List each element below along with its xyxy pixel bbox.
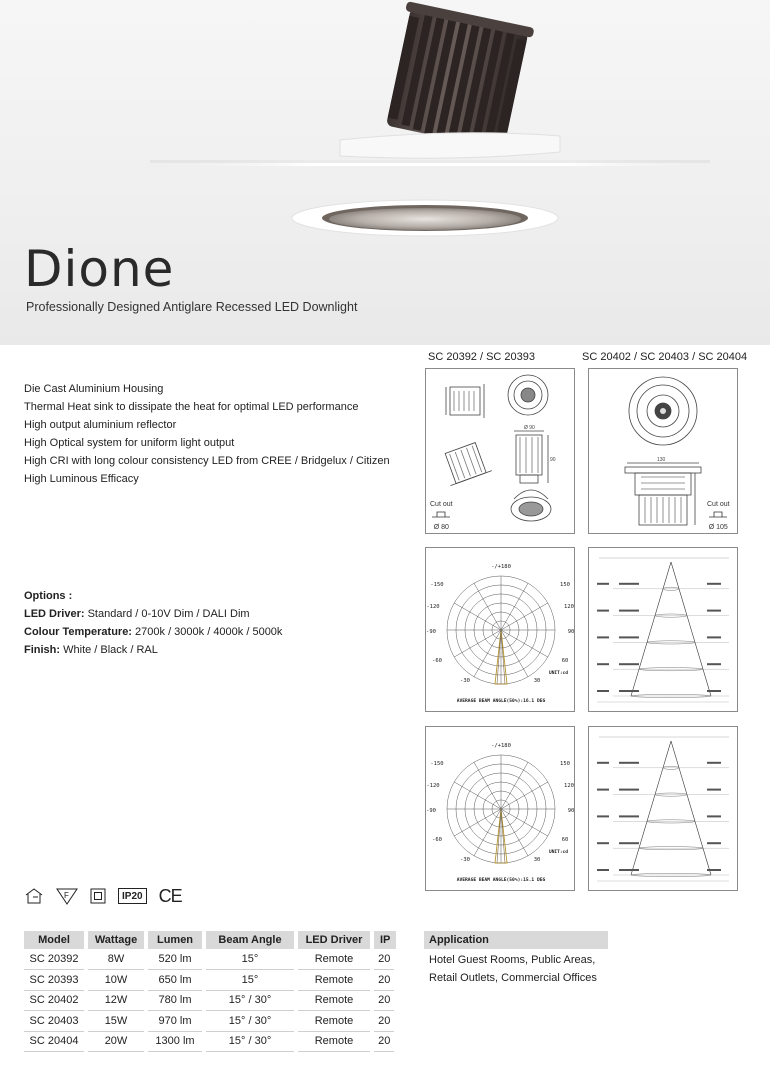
- table-cell: 15° / 30°: [204, 1011, 296, 1032]
- polar-angle-label: -120: [426, 604, 440, 610]
- isolux-diagram-1: [588, 547, 738, 712]
- polar-angle-label: -90: [426, 808, 436, 814]
- polar-angle-label: -120: [426, 783, 440, 789]
- svg-text:Ø 90: Ø 90: [524, 425, 535, 431]
- table-cell: 20: [372, 1011, 396, 1032]
- product-subtitle: Professionally Designed Antiglare Recessed LED Downlight: [26, 300, 358, 314]
- table-cell: Remote: [296, 1011, 372, 1032]
- polar-angle-label: 60: [561, 837, 569, 843]
- svg-text:90: 90: [550, 457, 556, 463]
- polar-angle-label: 150: [560, 761, 570, 767]
- svg-text:F: F: [64, 891, 69, 900]
- indoor-icon: [24, 886, 44, 906]
- table-cell: SC 20393: [24, 970, 86, 991]
- feature-item: High Optical system for uniform light output: [24, 437, 235, 449]
- polar-footer: AVERAGE BEAM ANGLE(50%):16.1 DEG: [456, 699, 546, 704]
- polar-angle-label: 150: [560, 582, 570, 588]
- polar-angle-label: 90: [567, 629, 575, 635]
- feature-item: High Luminous Efficacy: [24, 473, 139, 485]
- table-cell: Remote: [296, 990, 372, 1011]
- table-cell: 20: [372, 1031, 396, 1052]
- option-finish: Finish: White / Black / RAL: [24, 644, 158, 656]
- drawing-caption-right: SC 20402 / SC 20403 / SC 20404: [582, 351, 748, 363]
- polar-footer: AVERAGE BEAM ANGLE(50%):15.1 DEG: [456, 878, 546, 883]
- table-cell: SC 20402: [24, 990, 86, 1011]
- polar-angle-label: 120: [564, 604, 574, 610]
- polar-angle-label: -60: [432, 658, 442, 664]
- application-block: [424, 931, 608, 987]
- table-cell: 15° / 30°: [204, 990, 296, 1011]
- options-block: [24, 587, 282, 659]
- svg-text:130: 130: [657, 457, 666, 463]
- table-cell: 650 lm: [146, 970, 204, 991]
- table-cell: 20: [372, 949, 396, 970]
- col-led-driver: LED Driver: [296, 931, 372, 949]
- option-colour-temperature: Colour Temperature: 2700k / 3000k / 4000k / 5000k: [24, 626, 283, 638]
- col-lumen: Lumen: [146, 931, 204, 949]
- polar-plot: [426, 727, 575, 891]
- options-heading: Options :: [24, 590, 73, 602]
- hero-image: [0, 0, 770, 345]
- table-cell: 20: [372, 990, 396, 1011]
- table-cell: Remote: [296, 970, 372, 991]
- table-cell: SC 20403: [24, 1011, 86, 1032]
- col-wattage: Wattage: [86, 931, 146, 949]
- isolux-cone-plot: [589, 727, 738, 891]
- ip20-badge: IP20: [118, 888, 147, 904]
- table-cell: 15° / 30°: [204, 1031, 296, 1052]
- ce-mark: CE: [158, 885, 182, 906]
- table-cell: 20W: [86, 1031, 146, 1052]
- polar-angle-label: -30: [460, 678, 470, 684]
- cutout-icon: [708, 509, 728, 520]
- spec-table: [24, 931, 398, 1052]
- table-cell: 20: [372, 970, 396, 991]
- table-row: [24, 990, 396, 1011]
- polar-angle-label: 30: [533, 857, 541, 863]
- polar-diagram-2: [425, 726, 575, 891]
- table-row: [24, 949, 396, 970]
- col-ip: IP: [372, 931, 396, 949]
- feature-item: Die Cast Aluminium Housing: [24, 383, 164, 395]
- table-cell: Remote: [296, 1031, 372, 1052]
- polar-plot: [426, 548, 575, 712]
- polar-angle-label: 90: [567, 808, 575, 814]
- polar-angle-label: 60: [561, 658, 569, 664]
- table-row: [24, 970, 396, 991]
- f-mark-icon: [56, 886, 78, 906]
- table-cell: 15W: [86, 1011, 146, 1032]
- polar-angle-label: 120: [564, 783, 574, 789]
- table-cell: 970 lm: [146, 1011, 204, 1032]
- option-led-driver: LED Driver: Standard / 0-10V Dim / DALI Dim: [24, 608, 250, 620]
- polar-angle-label: -/+180: [491, 564, 511, 570]
- feature-item: High CRI with long colour consistency LED from CREE / Bridgelux / Citizen: [24, 455, 390, 467]
- isolux-cone-plot: [589, 548, 738, 712]
- polar-angle-label: 30: [533, 678, 541, 684]
- table-cell: 1300 lm: [146, 1031, 204, 1052]
- drawing-caption-left: SC 20392 / SC 20393: [428, 351, 536, 363]
- application-header: Application: [424, 931, 608, 949]
- table-cell: 15°: [204, 949, 296, 970]
- table-cell: 520 lm: [146, 949, 204, 970]
- polar-unit: UNIT:cd: [549, 671, 568, 676]
- application-text: Hotel Guest Rooms, Public Areas, Retail Outlets, Commercial Offices: [429, 954, 597, 984]
- cutout-left: Cut out Ø 80: [430, 501, 453, 531]
- polar-angle-label: -60: [432, 837, 442, 843]
- table-header-row: [24, 931, 396, 949]
- table-row: [24, 1011, 396, 1032]
- cutout-icon: [431, 509, 451, 520]
- table-cell: 10W: [86, 970, 146, 991]
- polar-angle-label: -30: [460, 857, 470, 863]
- polar-unit: UNIT:cd: [549, 850, 568, 855]
- table-cell: SC 20392: [24, 949, 86, 970]
- table-cell: 15°: [204, 970, 296, 991]
- feature-list: [24, 380, 390, 488]
- table-row: [24, 1031, 396, 1052]
- technical-drawing-right: [588, 368, 738, 534]
- table-cell: 780 lm: [146, 990, 204, 1011]
- certification-icons: [24, 886, 182, 906]
- feature-item: Thermal Heat sink to dissipate the heat for optimal LED performance: [24, 401, 359, 413]
- table-cell: 12W: [86, 990, 146, 1011]
- isolux-diagram-2: [588, 726, 738, 891]
- product-title: Dione: [24, 240, 175, 298]
- polar-angle-label: -/+180: [491, 743, 511, 749]
- table-cell: Remote: [296, 949, 372, 970]
- polar-angle-label: -150: [430, 761, 444, 767]
- polar-diagram-1: [425, 547, 575, 712]
- table-cell: 8W: [86, 949, 146, 970]
- feature-item: High output aluminium reflector: [24, 419, 177, 431]
- table-cell: SC 20404: [24, 1031, 86, 1052]
- col-model: Model: [24, 931, 86, 949]
- polar-angle-label: -90: [426, 629, 436, 635]
- cutout-right: Cut out Ø 105: [707, 501, 730, 531]
- class-ii-icon: [90, 886, 106, 906]
- polar-angle-label: -150: [430, 582, 444, 588]
- col-beam-angle: Beam Angle: [204, 931, 296, 949]
- technical-drawing-left: [425, 368, 575, 534]
